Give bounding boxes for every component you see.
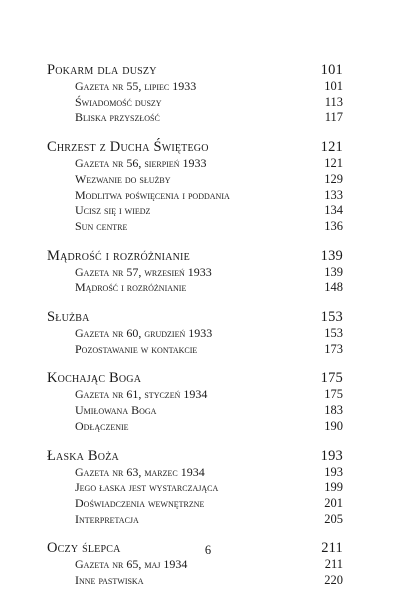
chapter-page-number: 175 xyxy=(320,370,343,387)
entry-title: Gazeta nr 60, grudzień 1933 xyxy=(75,326,213,341)
toc-chapter-row xyxy=(47,62,343,79)
entry-title: Mądrość i rozróżnianie xyxy=(75,280,187,295)
toc-entry-row xyxy=(47,95,343,111)
entry-page-number: 101 xyxy=(324,79,343,93)
entry-page-number: 117 xyxy=(324,110,343,125)
toc-entry-row xyxy=(47,480,343,496)
entry-title: Świadomość duszy xyxy=(75,94,162,109)
entry-page-number: 113 xyxy=(324,94,343,109)
entry-title: Ucisz się i wiedz xyxy=(75,203,151,218)
entry-title: Gazeta nr 57, wrzesień 1933 xyxy=(75,264,212,279)
toc-entry-row xyxy=(47,403,343,419)
toc-entry-row xyxy=(47,326,343,342)
chapter-title: Kochając Boga xyxy=(47,370,142,387)
chapter-page-number: 153 xyxy=(320,309,343,326)
entry-page-number: 220 xyxy=(324,573,343,588)
entry-title: Gazeta nr 61, styczeń 1934 xyxy=(75,387,208,402)
chapter-page-number: 139 xyxy=(320,247,343,264)
chapter-title: Oczy ślepca xyxy=(47,540,121,557)
entry-page-number: 133 xyxy=(324,187,343,202)
entry-title: Inne pastwiska xyxy=(75,573,144,588)
entry-page-number: 205 xyxy=(324,511,343,526)
toc-entry-row xyxy=(47,203,343,219)
entry-title: Sun centre xyxy=(75,218,128,233)
entry-page-number: 193 xyxy=(324,464,343,479)
entry-page-number: 199 xyxy=(324,480,343,495)
entry-title: Gazeta nr 63, marzec 1934 xyxy=(75,464,205,479)
toc-entry-row xyxy=(47,496,343,512)
toc-entry-row xyxy=(47,280,343,296)
toc-entry-row xyxy=(47,465,343,481)
entry-page-number: 148 xyxy=(324,280,343,295)
entry-page-number: 201 xyxy=(324,495,343,510)
toc-section xyxy=(47,248,343,296)
chapter-page-number: 211 xyxy=(321,540,343,557)
entry-page-number: 134 xyxy=(324,203,343,218)
entry-title: Jego łaska jest wystarczająca xyxy=(75,480,219,495)
chapter-page-number: 101 xyxy=(320,62,343,78)
entry-title: Bliska przyszłość xyxy=(75,110,160,125)
entry-page-number: 190 xyxy=(324,418,343,433)
toc-entry-row xyxy=(47,219,343,235)
entry-title: Doświadczenia wewnętrzne xyxy=(75,495,205,510)
toc-chapter-row xyxy=(47,370,343,387)
entry-page-number: 173 xyxy=(324,341,343,356)
entry-title: Odłączenie xyxy=(75,418,129,433)
entry-page-number: 121 xyxy=(324,156,343,171)
toc-section xyxy=(47,370,343,434)
toc-chapter-row xyxy=(47,248,343,265)
entry-title: Interpretacja xyxy=(75,511,139,526)
entry-page-number: 175 xyxy=(324,387,343,402)
toc-entry-row xyxy=(47,172,343,188)
entry-page-number: 211 xyxy=(324,557,343,572)
toc-chapter-row xyxy=(47,139,343,156)
toc-section xyxy=(47,448,343,528)
toc-entry-row xyxy=(47,573,343,589)
entry-title: Modlitwa poświęcenia i poddania xyxy=(75,187,230,202)
toc-section xyxy=(47,309,343,357)
toc-entry-row xyxy=(47,342,343,358)
entry-page-number: 183 xyxy=(324,403,343,418)
chapter-title: Łaska Boża xyxy=(47,447,119,464)
toc-section xyxy=(47,62,343,126)
entry-title: Umiłowana Boga xyxy=(75,403,157,418)
toc-chapter-row xyxy=(47,309,343,326)
toc-section xyxy=(47,139,343,235)
entry-page-number: 129 xyxy=(324,171,343,186)
toc-entry-row xyxy=(47,387,343,403)
chapter-page-number: 121 xyxy=(320,139,343,156)
toc-entry-row xyxy=(47,79,343,95)
table-of-contents xyxy=(47,62,343,602)
chapter-title: Mądrość i rozróżnianie xyxy=(47,247,190,264)
entry-title: Gazeta nr 65, maj 1934 xyxy=(75,557,188,572)
toc-chapter-row xyxy=(47,448,343,465)
toc-entry-row xyxy=(47,156,343,172)
toc-entry-row xyxy=(47,512,343,528)
chapter-title: Pokarm dla duszy xyxy=(47,62,157,78)
entry-title: Wezwanie do służby xyxy=(75,171,171,186)
entry-title: Pozostawanie w kontakcie xyxy=(75,341,198,356)
chapter-page-number: 193 xyxy=(320,447,343,464)
chapter-title: Chrzest z Ducha Świętego xyxy=(47,139,209,156)
entry-page-number: 136 xyxy=(324,218,343,233)
entry-title: Gazeta nr 55, lipiec 1933 xyxy=(75,79,197,93)
toc-entry-row xyxy=(47,265,343,281)
entry-page-number: 139 xyxy=(324,264,343,279)
toc-entry-row xyxy=(47,557,343,573)
entry-page-number: 153 xyxy=(324,326,343,341)
toc-entry-row xyxy=(47,110,343,126)
entry-title: Gazeta nr 56, sierpień 1933 xyxy=(75,156,207,171)
chapter-title: Służba xyxy=(47,309,90,326)
page-number: 6 xyxy=(204,543,212,557)
toc-entry-row xyxy=(47,419,343,435)
toc-entry-row xyxy=(47,188,343,204)
